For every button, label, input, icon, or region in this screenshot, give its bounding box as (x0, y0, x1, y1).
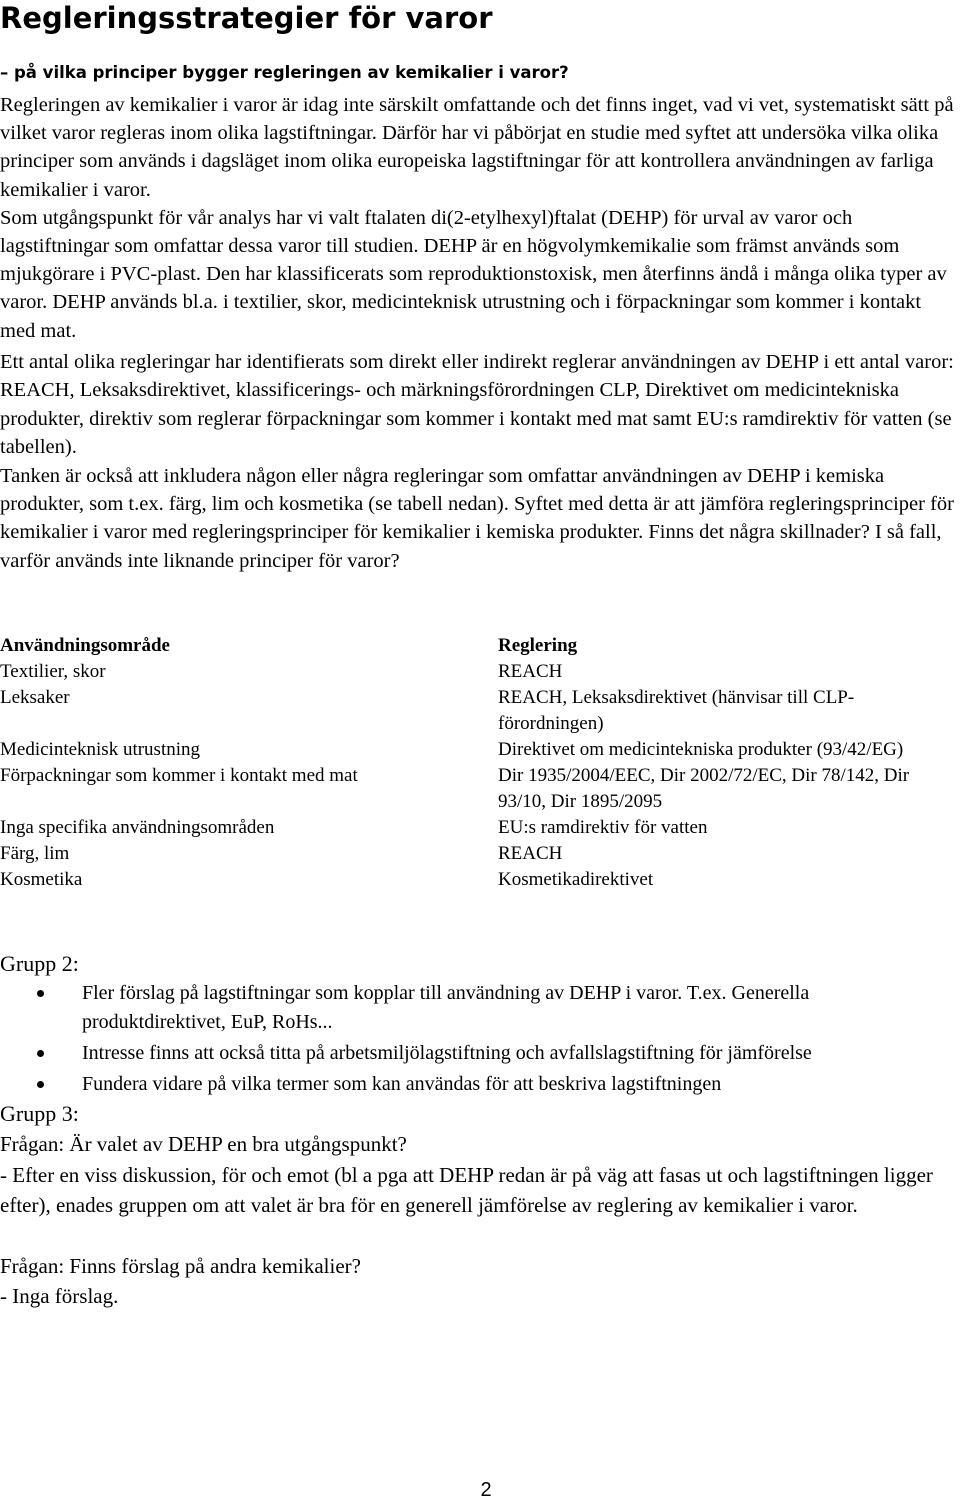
list-item-text: Fundera vidare på vilka termer som kan användas för att beskriva lagstiftningen (82, 1073, 722, 1095)
bullet-icon (37, 1050, 44, 1057)
table-cell-regulation: Direktivet om medicintekniska produkter (93/42/EG) (498, 739, 904, 760)
body-section (0, 348, 958, 575)
table-header-row (0, 633, 958, 659)
group-2-section (0, 949, 958, 1099)
body-paragraph-regulations: Ett antal olika regleringar har identifierats som direkt eller indirekt reglerar användningen av DEHP i ett antal varor: REACH, Leksaksdirektivet, klassificerings- och märkningsförordningen CLP, Direktivet om medicintekniska produkter, direktiv som reglerar förpackningar som kommer i kontakt med mat samt EU:s ramdirektiv för vatten (se tabellen). (0, 351, 954, 459)
bullet-icon (37, 990, 44, 997)
table-row (0, 659, 958, 685)
table-cell-regulation: REACH (498, 843, 563, 864)
table-cell-regulation: EU:s ramdirektiv för vatten (498, 817, 708, 838)
table-cell-area: Inga specifika användningsområden (0, 817, 275, 838)
regulation-table (0, 633, 958, 893)
group-3-answer-2: - Inga förslag. (0, 1284, 119, 1308)
page-number: 2 (480, 1479, 492, 1501)
group-3-question-2: Frågan: Finns förslag på andra kemikalier? (0, 1253, 361, 1278)
table-cell-area: Medicinteknisk utrustning (0, 739, 201, 760)
document-subtitle: – på vilka principer bygger regleringen av kemikalier i varor? (0, 63, 569, 82)
table-cell-area: Färg, lim (0, 843, 70, 864)
group-2-heading: Grupp 2: (0, 951, 79, 976)
list-item (0, 979, 958, 1037)
table-header-regulation: Reglering (498, 635, 578, 656)
list-item-text: Fler förslag på lagstiftningar som kopplar till användning av DEHP i varor. T.ex. Generella produktdirektivet, EuP, RoHs... (82, 982, 810, 1033)
body-paragraph-purpose: Tanken är också att inkludera någon eller några regleringar som omfattar användningen av DEHP i kemiska produkter, som t.ex. färg, lim och kosmetika (se tabell nedan). Syftet med detta är att jämföra regleringsprinciper för kemikalier i varor med regleringsprinciper för kemikalier i kemiska produkter. Finns det några skillnader? I så fall, varför används inte liknande principer för varor? (0, 464, 955, 572)
list-item-text: Intresse finns att också titta på arbetsmiljölagstiftning och avfallslagstiftning för jämförelse (82, 1042, 812, 1064)
intro-paragraph-2: Som utgångspunkt för vår analys har vi valt ftalaten di(2-etylhexyl)ftalat (DEHP) för urval av varor och lagstiftningar som omfattar dessa varor till studien. DEHP är en högvolymkemikalie som främst används som mjukgörare i PVC-plast. Den har klassificerats som reproduktionstoxisk, men återfinns ändå i många olika typer av varor. DEHP används bl.a. i textilier, skor, medicinteknisk utrustning och i förpackningar som kommer i kontakt med mat. (0, 206, 947, 342)
table-cell-area: Kosmetika (0, 869, 83, 890)
table-cell-regulation: REACH, Leksaksdirektivet (hänvisar till CLP-förordningen) (498, 687, 855, 734)
table-cell-area: Förpackningar som kommer i kontakt med mat (0, 765, 358, 786)
intro-paragraph-1: Regleringen av kemikalier i varor är idag inte särskilt omfattande och det finns inget, vad vi vet, systematiskt sätt på vilket varor regleras inom olika lagstiftningar. Därför har vi påbörjat en studie med syftet att undersöka vilka olika principer som används i dagsläget inom olika europeiska lagstiftningar för att kontrollera användningen av farliga kemikalier i varor. (0, 94, 954, 201)
table-row (0, 763, 958, 815)
table-cell-regulation: REACH (498, 661, 563, 682)
group-2-bullet-list (0, 979, 958, 1099)
table-row (0, 815, 958, 841)
group-3-heading: Grupp 3: (0, 1101, 79, 1126)
table-row (0, 737, 958, 763)
table-row (0, 685, 958, 737)
table-header-area: Användningsområde (0, 635, 170, 656)
table-row (0, 841, 958, 867)
document-title: Regleringsstrategier för varor (0, 1, 493, 35)
group-3-question-1: Frågan: Är valet av DEHP en bra utgångspunkt? (0, 1132, 407, 1156)
table-cell-area: Textilier, skor (0, 661, 106, 682)
list-item (0, 1070, 958, 1099)
table-cell-regulation: Dir 1935/2004/EEC, Dir 2002/72/EC, Dir 78/142, Dir 93/10, Dir 1895/2095 (498, 765, 910, 812)
bullet-icon (37, 1081, 44, 1088)
group-3-section (0, 1099, 958, 1312)
table-row (0, 867, 958, 893)
table-cell-regulation: Kosmetikadirektivet (498, 869, 654, 890)
list-item (0, 1039, 958, 1068)
intro-section (0, 91, 958, 345)
group-3-answer-1: - Efter en viss diskussion, för och emot (bl a pga att DEHP redan är på väg att fasas ut och lagstiftningen ligger efter), enades gruppen om att valet är bra för en generell jämförelse av reglering av kemikalier i varor. (0, 1162, 933, 1217)
table-cell-area: Leksaker (0, 687, 70, 708)
